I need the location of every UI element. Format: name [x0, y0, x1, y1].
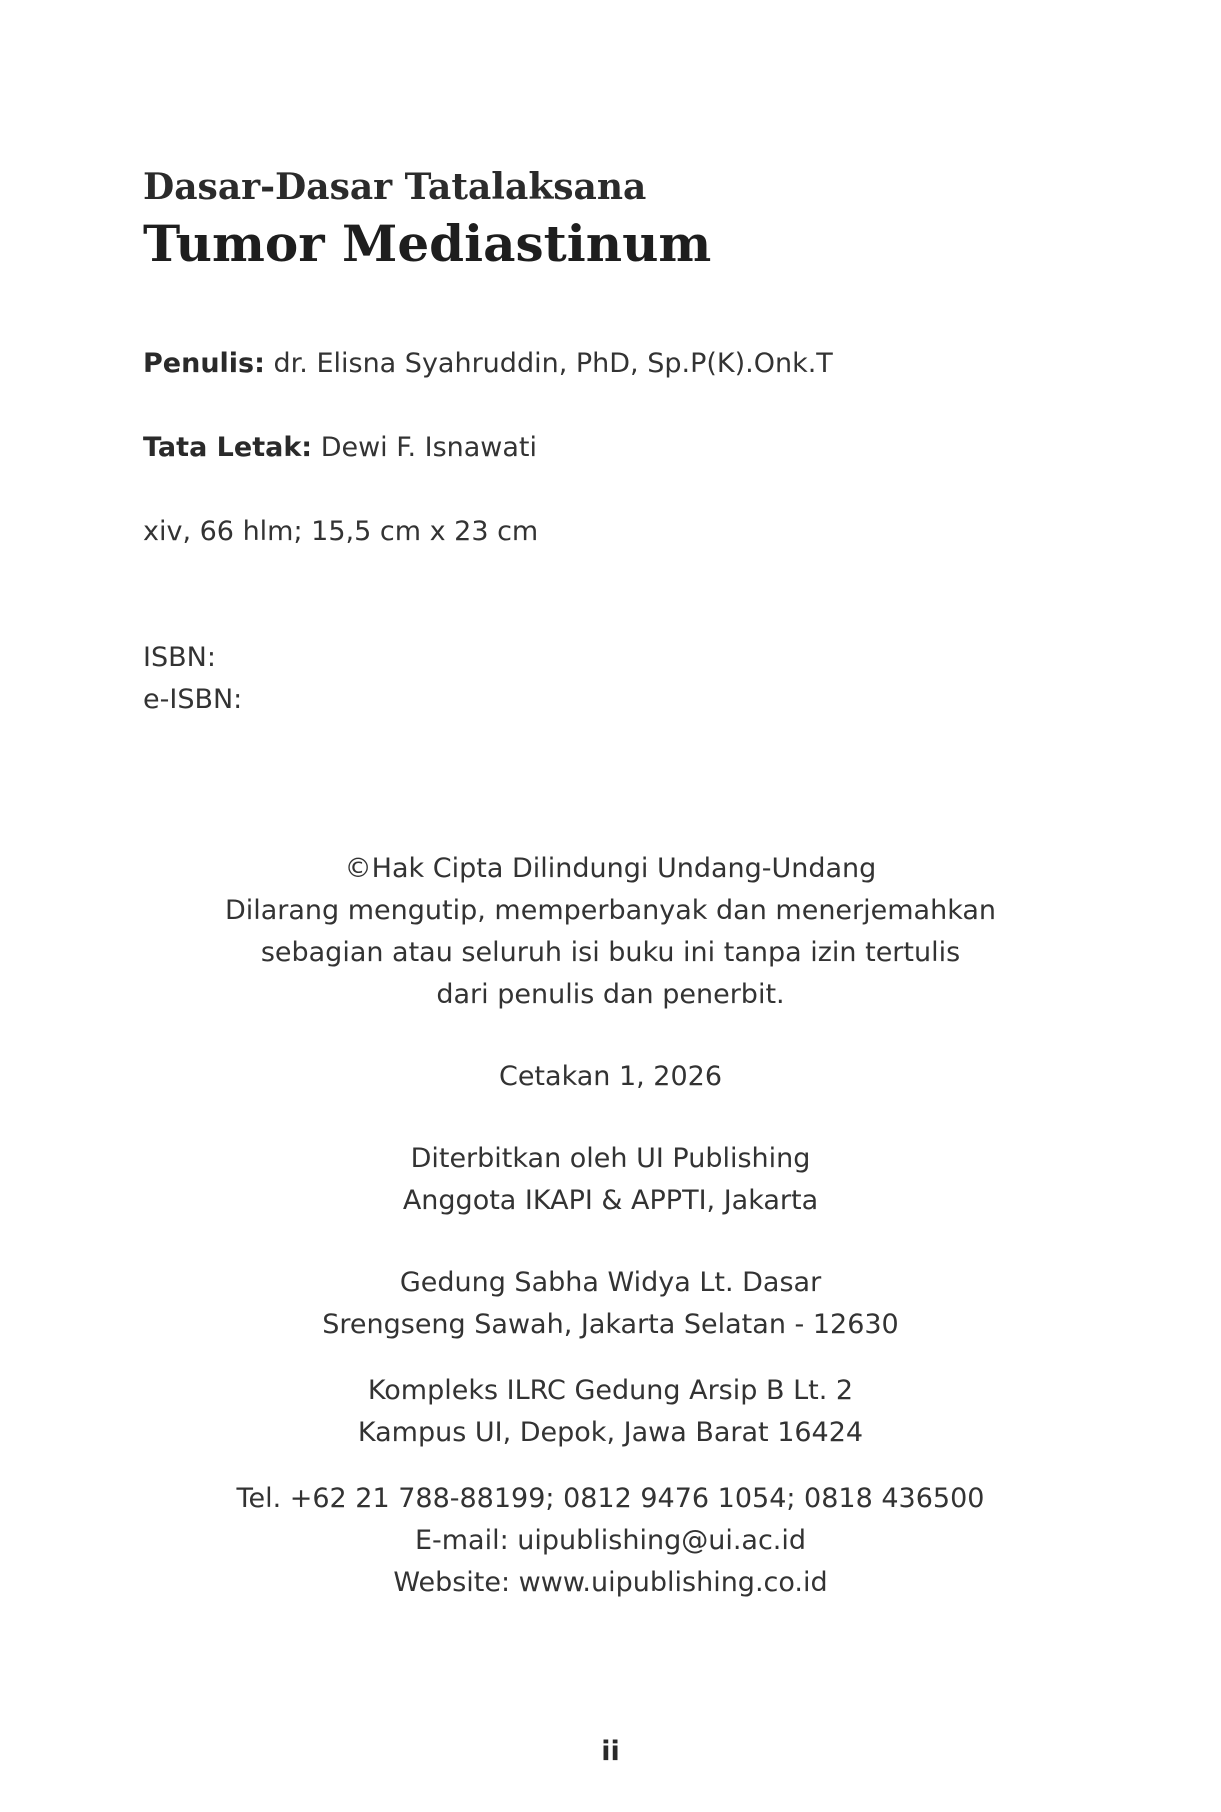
- address-block-2: [0, 1370, 1221, 1454]
- eisbn-line: e-ISBN:: [143, 684, 243, 715]
- layout-line: [143, 428, 537, 468]
- author-line: [143, 344, 833, 384]
- book-title-block: [143, 162, 711, 276]
- address-line: Srengseng Sawah, Jakarta Selatan - 12630: [322, 1309, 899, 1340]
- copyright-line: Dilarang mengutip, memperbanyak dan menerjemahkan: [224, 895, 997, 926]
- edition-text: Cetakan 1, 2026: [498, 1061, 723, 1092]
- publisher-line: Diterbitkan oleh UI Publishing: [410, 1143, 811, 1174]
- publisher-block: [0, 1138, 1221, 1222]
- edition-line: [0, 1056, 1221, 1098]
- address-line: Gedung Sabha Widya Lt. Dasar: [399, 1267, 822, 1298]
- email-line: E-mail: uipublishing@ui.ac.id: [414, 1525, 807, 1556]
- book-title: Tumor Mediastinum: [143, 214, 712, 273]
- phone-line: Tel. +62 21 788-88199; 0812 9476 1054; 0818 436500: [236, 1483, 985, 1514]
- layout-value: Dewi F. Isnawati: [320, 432, 538, 463]
- contact-block: [0, 1478, 1221, 1604]
- copyright-line: ©Hak Cipta Dilindungi Undang-Undang: [344, 853, 877, 884]
- page-count-line: xiv, 66 hlm; 15,5 cm x 23 cm: [143, 516, 539, 547]
- address-line: Kompleks ILRC Gedung Arsip B Lt. 2: [367, 1375, 854, 1406]
- publisher-line: Anggota IKAPI & APPTI, Jakarta: [402, 1185, 819, 1216]
- book-subtitle: Dasar-Dasar Tatalaksana: [143, 166, 647, 208]
- author-label: Penulis:: [143, 348, 265, 379]
- website-line: Website: www.uipublishing.co.id: [393, 1567, 828, 1598]
- copyright-line: sebagian atau seluruh isi buku ini tanpa izin tertulis: [260, 937, 961, 968]
- page-number: ii: [601, 1736, 620, 1767]
- layout-label: Tata Letak:: [143, 432, 313, 463]
- address-line: Kampus UI, Depok, Jawa Barat 16424: [357, 1417, 864, 1448]
- isbn-line: ISBN:: [143, 642, 216, 673]
- author-value: dr. Elisna Syahruddin, PhD, Sp.P(K).Onk.T: [273, 348, 833, 379]
- copyright-line: dari penulis dan penerbit.: [436, 979, 785, 1010]
- address-block-1: [0, 1262, 1221, 1346]
- copyright-notice: [0, 848, 1221, 1016]
